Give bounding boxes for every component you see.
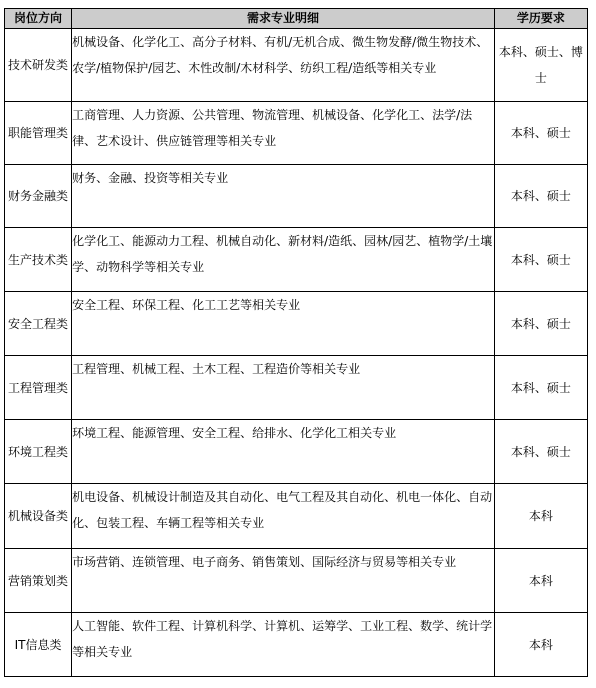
table-header-row	[5, 9, 588, 29]
education-cell: 本科	[494, 484, 587, 549]
position-cell: 机械设备类	[5, 484, 72, 549]
header-education: 学历要求	[494, 9, 587, 29]
table-row	[5, 102, 588, 165]
education-cell: 本科	[494, 549, 587, 613]
table-row	[5, 484, 588, 549]
position-cell: 安全工程类	[5, 292, 72, 356]
table-row	[5, 613, 588, 677]
position-cell: 技术研发类	[5, 29, 72, 102]
detail-cell: 财务、金融、投资等相关专业	[72, 165, 495, 228]
detail-cell: 机械设备、化学化工、高分子材料、有机/无机合成、微生物发酵/微生物技术、农学/植物保护/园艺、木性改制/木材科学、纺织工程/造纸等相关专业	[72, 29, 495, 102]
table-row	[5, 549, 588, 613]
position-cell: 财务金融类	[5, 165, 72, 228]
education-cell: 本科、硕士	[494, 356, 587, 420]
detail-cell: 市场营销、连锁管理、电子商务、销售策划、国际经济与贸易等相关专业	[72, 549, 495, 613]
education-cell: 本科、硕士、博士	[494, 29, 587, 102]
table-row	[5, 228, 588, 292]
education-cell: 本科、硕士	[494, 420, 587, 484]
table-row	[5, 29, 588, 102]
requirements-table	[4, 8, 588, 677]
position-cell: 工程管理类	[5, 356, 72, 420]
detail-cell: 人工智能、软件工程、计算机科学、计算机、运筹学、工业工程、数学、统计学等相关专业	[72, 613, 495, 677]
education-cell: 本科、硕士	[494, 165, 587, 228]
header-detail: 需求专业明细	[72, 9, 495, 29]
header-position: 岗位方向	[5, 9, 72, 29]
detail-cell: 化学化工、能源动力工程、机械自动化、新材料/造纸、园林/园艺、植物学/土壤学、动物科学等相关专业	[72, 228, 495, 292]
position-cell: 职能管理类	[5, 102, 72, 165]
table-row	[5, 292, 588, 356]
table-row	[5, 356, 588, 420]
position-cell: IT信息类	[5, 613, 72, 677]
education-cell: 本科、硕士	[494, 102, 587, 165]
detail-cell: 安全工程、环保工程、化工工艺等相关专业	[72, 292, 495, 356]
position-cell: 环境工程类	[5, 420, 72, 484]
table-row	[5, 420, 588, 484]
position-cell: 营销策划类	[5, 549, 72, 613]
table-row	[5, 165, 588, 228]
education-cell: 本科、硕士	[494, 228, 587, 292]
detail-cell: 环境工程、能源管理、安全工程、给排水、化学化工相关专业	[72, 420, 495, 484]
detail-cell: 机电设备、机械设计制造及其自动化、电气工程及其自动化、机电一体化、自动化、包装工程、车辆工程等相关专业	[72, 484, 495, 549]
detail-cell: 工程管理、机械工程、土木工程、工程造价等相关专业	[72, 356, 495, 420]
detail-cell: 工商管理、人力资源、公共管理、物流管理、机械设备、化学化工、法学/法律、艺术设计、供应链管理等相关专业	[72, 102, 495, 165]
education-cell: 本科、硕士	[494, 292, 587, 356]
education-cell: 本科	[494, 613, 587, 677]
position-cell: 生产技术类	[5, 228, 72, 292]
